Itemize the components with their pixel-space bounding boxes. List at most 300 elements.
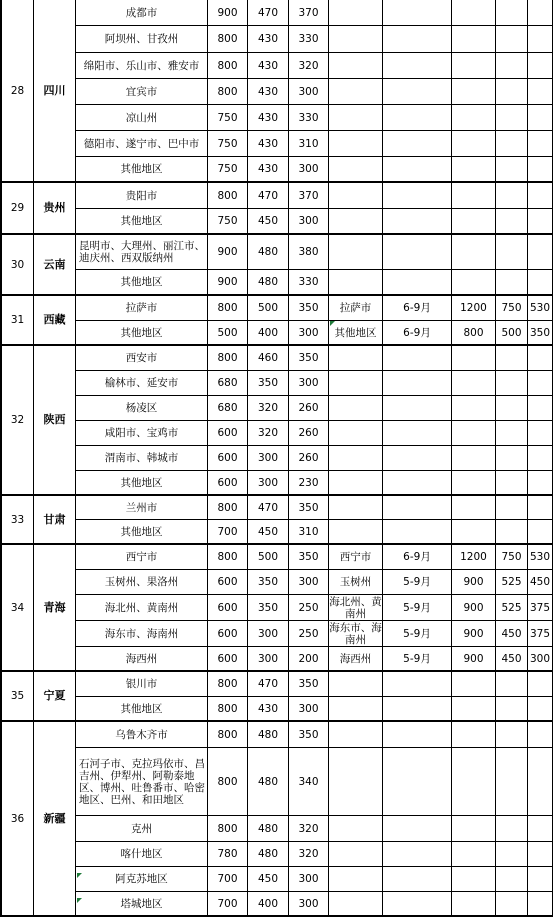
empty-cell <box>329 722 383 748</box>
standard-value: 680 <box>208 371 248 396</box>
group-number: 28 <box>0 0 34 183</box>
empty-cell <box>528 79 553 105</box>
group-number: 32 <box>0 346 34 496</box>
peak-value: 450 <box>496 647 528 672</box>
city-cell: 克州 <box>76 816 208 842</box>
province-name: 四川 <box>34 0 76 183</box>
empty-cell <box>528 496 553 520</box>
standard-value: 700 <box>208 867 248 892</box>
standard-value: 700 <box>208 892 248 917</box>
empty-cell <box>496 867 528 892</box>
standard-value: 750 <box>208 157 248 183</box>
group-number: 30 <box>0 235 34 296</box>
empty-cell <box>383 0 452 26</box>
standard-value: 320 <box>289 816 329 842</box>
empty-cell <box>528 235 553 270</box>
city-cell: 其他地区 <box>76 697 208 722</box>
standard-value: 350 <box>289 722 329 748</box>
empty-cell <box>452 697 496 722</box>
peak-value: 525 <box>496 570 528 595</box>
empty-cell <box>383 105 452 131</box>
standard-value: 330 <box>289 270 329 296</box>
empty-cell <box>528 53 553 79</box>
empty-cell <box>329 270 383 296</box>
standard-value: 900 <box>208 0 248 26</box>
standard-value: 300 <box>248 647 289 672</box>
province-name: 甘肃 <box>34 496 76 545</box>
city-cell: 喀什地区 <box>76 842 208 867</box>
empty-cell <box>383 471 452 496</box>
standard-value: 800 <box>208 26 248 53</box>
empty-cell <box>452 53 496 79</box>
empty-cell <box>496 396 528 421</box>
empty-cell <box>452 892 496 917</box>
empty-cell <box>383 371 452 396</box>
empty-cell <box>452 235 496 270</box>
standard-value: 750 <box>208 209 248 235</box>
city-cell: 榆林市、延安市 <box>76 371 208 396</box>
standard-value: 600 <box>208 595 248 621</box>
standard-value: 470 <box>248 672 289 697</box>
peak-season: 5-9月 <box>383 570 452 595</box>
empty-cell <box>452 520 496 545</box>
empty-cell <box>383 270 452 296</box>
empty-cell <box>383 209 452 235</box>
standard-value: 300 <box>289 79 329 105</box>
empty-cell <box>329 496 383 520</box>
empty-cell <box>329 183 383 209</box>
empty-cell <box>528 816 553 842</box>
province-name: 宁夏 <box>34 672 76 722</box>
standard-value: 430 <box>248 697 289 722</box>
empty-cell <box>496 209 528 235</box>
empty-cell <box>329 396 383 421</box>
city-cell: 其他地区 <box>76 321 208 346</box>
standard-value: 800 <box>208 748 248 816</box>
empty-cell <box>496 235 528 270</box>
empty-cell <box>452 471 496 496</box>
standard-value: 600 <box>208 446 248 471</box>
empty-cell <box>329 520 383 545</box>
standard-value: 350 <box>289 545 329 570</box>
empty-cell <box>452 79 496 105</box>
peak-season: 5-9月 <box>383 647 452 672</box>
peak-city: 其他地区 <box>329 321 383 346</box>
city-cell: 成都市 <box>76 0 208 26</box>
standard-value: 800 <box>208 53 248 79</box>
standard-value: 350 <box>289 346 329 371</box>
empty-cell <box>528 270 553 296</box>
empty-cell <box>383 722 452 748</box>
empty-cell <box>383 157 452 183</box>
standard-value: 480 <box>248 235 289 270</box>
city-cell: 兰州市 <box>76 496 208 520</box>
empty-cell <box>329 371 383 396</box>
empty-cell <box>496 892 528 917</box>
standard-value: 200 <box>289 647 329 672</box>
empty-cell <box>329 0 383 26</box>
peak-value: 350 <box>528 321 553 346</box>
empty-cell <box>528 471 553 496</box>
peak-value: 800 <box>452 321 496 346</box>
empty-cell <box>383 842 452 867</box>
empty-cell <box>452 421 496 446</box>
standard-value: 450 <box>248 867 289 892</box>
peak-city: 玉树州 <box>329 570 383 595</box>
city-cell: 海东市、海南州 <box>76 621 208 647</box>
city-cell: 贵阳市 <box>76 183 208 209</box>
city-cell: 绵阳市、乐山市、雅安市 <box>76 53 208 79</box>
empty-cell <box>528 105 553 131</box>
standard-value: 470 <box>248 183 289 209</box>
empty-cell <box>452 131 496 157</box>
empty-cell <box>452 867 496 892</box>
empty-cell <box>496 496 528 520</box>
standard-value: 800 <box>208 296 248 321</box>
empty-cell <box>496 0 528 26</box>
empty-cell <box>383 496 452 520</box>
standard-value: 300 <box>289 209 329 235</box>
standard-value: 310 <box>289 131 329 157</box>
standard-value: 300 <box>289 321 329 346</box>
standard-value: 300 <box>289 570 329 595</box>
standard-value: 500 <box>248 296 289 321</box>
city-cell: 宜宾市 <box>76 79 208 105</box>
empty-cell <box>329 867 383 892</box>
standard-value: 430 <box>248 26 289 53</box>
standard-value: 800 <box>208 697 248 722</box>
standard-value: 400 <box>248 892 289 917</box>
peak-city: 海西州 <box>329 647 383 672</box>
standard-value: 230 <box>289 471 329 496</box>
empty-cell <box>496 697 528 722</box>
empty-cell <box>383 53 452 79</box>
empty-cell <box>329 235 383 270</box>
standard-value: 470 <box>248 0 289 26</box>
empty-cell <box>496 53 528 79</box>
standard-value: 450 <box>248 209 289 235</box>
empty-cell <box>329 697 383 722</box>
empty-cell <box>383 183 452 209</box>
city-cell: 塔城地区 <box>76 892 208 917</box>
empty-cell <box>496 471 528 496</box>
standard-value: 600 <box>208 471 248 496</box>
empty-cell <box>528 396 553 421</box>
standard-value: 250 <box>289 595 329 621</box>
empty-cell <box>496 157 528 183</box>
peak-city: 拉萨市 <box>329 296 383 321</box>
standard-value: 480 <box>248 722 289 748</box>
empty-cell <box>329 748 383 816</box>
standard-value: 320 <box>248 421 289 446</box>
standard-value: 780 <box>208 842 248 867</box>
province-name: 云南 <box>34 235 76 296</box>
empty-cell <box>452 0 496 26</box>
city-cell: 海西州 <box>76 647 208 672</box>
standard-value: 350 <box>289 672 329 697</box>
empty-cell <box>496 748 528 816</box>
empty-cell <box>452 105 496 131</box>
standard-value: 600 <box>208 421 248 446</box>
standard-value: 260 <box>289 421 329 446</box>
standard-value: 300 <box>289 157 329 183</box>
standard-value: 460 <box>248 346 289 371</box>
standard-value: 350 <box>248 371 289 396</box>
empty-cell <box>496 105 528 131</box>
empty-cell <box>528 157 553 183</box>
empty-cell <box>383 892 452 917</box>
empty-cell <box>383 816 452 842</box>
empty-cell <box>383 235 452 270</box>
standard-value: 900 <box>208 235 248 270</box>
empty-cell <box>496 421 528 446</box>
empty-cell <box>452 396 496 421</box>
standard-value: 300 <box>248 471 289 496</box>
standard-value: 340 <box>289 748 329 816</box>
city-cell: 银川市 <box>76 672 208 697</box>
empty-cell <box>383 748 452 816</box>
empty-cell <box>452 446 496 471</box>
standard-value: 430 <box>248 157 289 183</box>
peak-value: 900 <box>452 647 496 672</box>
standard-value: 480 <box>248 270 289 296</box>
empty-cell <box>528 26 553 53</box>
standard-value: 800 <box>208 496 248 520</box>
standard-value: 430 <box>248 79 289 105</box>
city-cell: 玉树州、果洛州 <box>76 570 208 595</box>
standard-value: 350 <box>248 570 289 595</box>
standard-value: 300 <box>289 892 329 917</box>
empty-cell <box>383 79 452 105</box>
empty-cell <box>496 842 528 867</box>
empty-cell <box>383 520 452 545</box>
empty-cell <box>496 371 528 396</box>
peak-value: 1200 <box>452 296 496 321</box>
empty-cell <box>528 748 553 816</box>
standard-value: 320 <box>289 842 329 867</box>
group-number: 36 <box>0 722 34 917</box>
city-cell: 其他地区 <box>76 209 208 235</box>
city-cell: 昆明市、大理州、丽江市、迪庆州、西双版纳州 <box>76 235 208 270</box>
standard-value: 370 <box>289 183 329 209</box>
peak-value: 750 <box>496 545 528 570</box>
empty-cell <box>329 157 383 183</box>
empty-cell <box>452 496 496 520</box>
standard-value: 750 <box>208 105 248 131</box>
city-cell: 德阳市、遂宁市、巴中市 <box>76 131 208 157</box>
standard-value: 430 <box>248 105 289 131</box>
peak-season: 5-9月 <box>383 621 452 647</box>
empty-cell <box>452 371 496 396</box>
cell-note-marker <box>77 898 82 903</box>
standard-value: 600 <box>208 570 248 595</box>
empty-cell <box>496 816 528 842</box>
standard-value: 320 <box>248 396 289 421</box>
empty-cell <box>496 672 528 697</box>
city-cell: 凉山州 <box>76 105 208 131</box>
peak-value: 375 <box>528 595 553 621</box>
peak-value: 500 <box>496 321 528 346</box>
empty-cell <box>528 421 553 446</box>
empty-cell <box>528 446 553 471</box>
city-cell: 石河子市、克拉玛依市、昌吉州、伊犁州、阿勒泰地区、博州、吐鲁番市、哈密地区、巴州、和田地区 <box>76 748 208 816</box>
standard-value: 380 <box>289 235 329 270</box>
city-cell: 乌鲁木齐市 <box>76 722 208 748</box>
province-name: 陕西 <box>34 346 76 496</box>
empty-cell <box>329 892 383 917</box>
empty-cell <box>528 0 553 26</box>
group-number: 35 <box>0 672 34 722</box>
standard-value: 680 <box>208 396 248 421</box>
standard-value: 800 <box>208 346 248 371</box>
standard-value: 350 <box>289 296 329 321</box>
empty-cell <box>528 346 553 371</box>
empty-cell <box>329 346 383 371</box>
empty-cell <box>528 842 553 867</box>
empty-cell <box>452 722 496 748</box>
empty-cell <box>383 421 452 446</box>
standard-value: 330 <box>289 26 329 53</box>
standard-value: 430 <box>248 53 289 79</box>
peak-value: 530 <box>528 296 553 321</box>
empty-cell <box>452 270 496 296</box>
standard-value: 800 <box>208 183 248 209</box>
standard-value: 480 <box>248 842 289 867</box>
empty-cell <box>452 26 496 53</box>
empty-cell <box>528 520 553 545</box>
empty-cell <box>528 867 553 892</box>
empty-cell <box>528 183 553 209</box>
standard-value: 800 <box>208 79 248 105</box>
group-number: 33 <box>0 496 34 545</box>
empty-cell <box>329 471 383 496</box>
empty-cell <box>452 346 496 371</box>
peak-city: 海东市、海南州 <box>329 621 382 646</box>
city-cell: 阿坝州、甘孜州 <box>76 26 208 53</box>
peak-season: 5-9月 <box>383 595 452 621</box>
empty-cell <box>329 105 383 131</box>
peak-value: 900 <box>452 595 496 621</box>
standard-value: 430 <box>248 131 289 157</box>
empty-cell <box>329 53 383 79</box>
cell-note-marker <box>77 873 82 878</box>
empty-cell <box>452 157 496 183</box>
standard-value: 250 <box>289 621 329 647</box>
empty-cell <box>528 371 553 396</box>
empty-cell <box>383 346 452 371</box>
standard-value: 800 <box>208 545 248 570</box>
empty-cell <box>496 79 528 105</box>
empty-cell <box>329 842 383 867</box>
empty-cell <box>383 446 452 471</box>
empty-cell <box>383 867 452 892</box>
empty-cell <box>528 697 553 722</box>
city-cell: 西安市 <box>76 346 208 371</box>
standard-value: 800 <box>208 816 248 842</box>
standard-value: 350 <box>248 595 289 621</box>
empty-cell <box>329 421 383 446</box>
empty-cell <box>383 697 452 722</box>
empty-cell <box>383 26 452 53</box>
standard-value: 260 <box>289 396 329 421</box>
group-number: 31 <box>0 296 34 346</box>
standard-value: 310 <box>289 520 329 545</box>
cell-note-marker <box>330 321 335 326</box>
empty-cell <box>528 209 553 235</box>
standard-value: 500 <box>248 545 289 570</box>
city-cell: 其他地区 <box>76 520 208 545</box>
empty-cell <box>383 131 452 157</box>
empty-cell <box>496 183 528 209</box>
city-cell: 阿克苏地区 <box>76 867 208 892</box>
standard-value: 800 <box>208 672 248 697</box>
empty-cell <box>528 672 553 697</box>
city-cell: 其他地区 <box>76 471 208 496</box>
city-cell: 其他地区 <box>76 157 208 183</box>
standard-value: 750 <box>208 131 248 157</box>
empty-cell <box>329 446 383 471</box>
city-cell: 渭南市、韩城市 <box>76 446 208 471</box>
peak-season: 6-9月 <box>383 545 452 570</box>
standard-value: 330 <box>289 105 329 131</box>
standard-value: 320 <box>289 53 329 79</box>
empty-cell <box>329 26 383 53</box>
peak-season: 6-9月 <box>383 321 452 346</box>
standard-value: 260 <box>289 446 329 471</box>
empty-cell <box>452 816 496 842</box>
peak-city: 西宁市 <box>329 545 383 570</box>
group-number: 29 <box>0 183 34 235</box>
empty-cell <box>496 26 528 53</box>
empty-cell <box>329 209 383 235</box>
peak-value: 750 <box>496 296 528 321</box>
standard-value: 300 <box>289 371 329 396</box>
empty-cell <box>452 209 496 235</box>
standard-value: 300 <box>248 446 289 471</box>
standard-value: 500 <box>208 321 248 346</box>
empty-cell <box>329 79 383 105</box>
peak-value: 450 <box>496 621 528 647</box>
peak-value: 900 <box>452 570 496 595</box>
empty-cell <box>496 722 528 748</box>
peak-value: 375 <box>528 621 553 647</box>
city-cell: 西宁市 <box>76 545 208 570</box>
empty-cell <box>329 672 383 697</box>
empty-cell <box>528 892 553 917</box>
province-name: 新疆 <box>34 722 76 917</box>
group-number: 34 <box>0 545 34 672</box>
standard-value: 300 <box>248 621 289 647</box>
standard-value: 480 <box>248 748 289 816</box>
empty-cell <box>496 446 528 471</box>
province-name: 贵州 <box>34 183 76 235</box>
peak-value: 1200 <box>452 545 496 570</box>
empty-cell <box>329 131 383 157</box>
standard-value: 600 <box>208 621 248 647</box>
standard-value: 450 <box>248 520 289 545</box>
city-cell: 咸阳市、宝鸡市 <box>76 421 208 446</box>
city-cell: 海北州、黄南州 <box>76 595 208 621</box>
standard-value: 900 <box>208 270 248 296</box>
standard-value: 400 <box>248 321 289 346</box>
standard-value: 600 <box>208 647 248 672</box>
empty-cell <box>496 520 528 545</box>
province-name: 西藏 <box>34 296 76 346</box>
empty-cell <box>496 131 528 157</box>
empty-cell <box>452 842 496 867</box>
city-cell: 拉萨市 <box>76 296 208 321</box>
empty-cell <box>452 672 496 697</box>
